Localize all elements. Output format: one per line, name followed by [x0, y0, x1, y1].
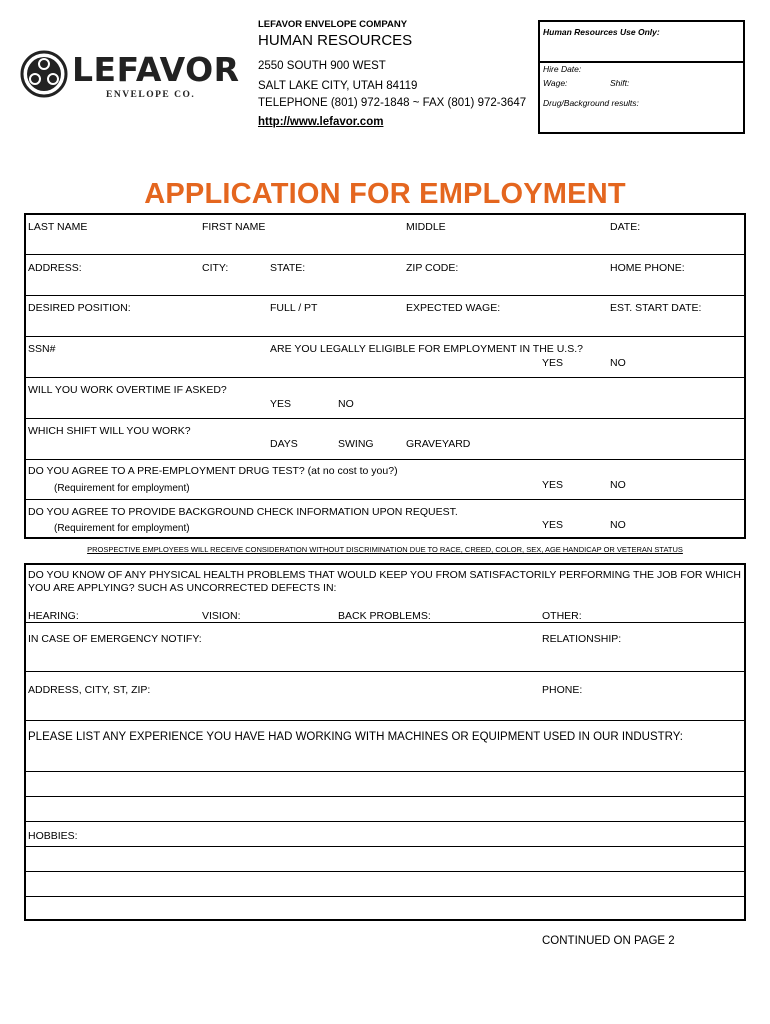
other-field[interactable]: OTHER: — [542, 610, 582, 622]
row-divider — [25, 671, 745, 672]
overtime-no[interactable]: NO — [338, 398, 354, 410]
logo-subtext: ENVELOPE CO. — [106, 90, 196, 100]
background-yes[interactable]: YES — [542, 519, 564, 531]
row-divider — [25, 871, 745, 872]
background-requirement: (Requirement for employment) — [54, 523, 190, 534]
date-field[interactable]: DATE: — [610, 221, 641, 233]
row-divider — [25, 254, 745, 255]
drug-test-yes[interactable]: YES — [542, 479, 564, 491]
hr-hire-date: Hire Date: — [543, 64, 582, 74]
logo-emblem-icon — [20, 50, 68, 98]
expected-wage-field[interactable]: EXPECTED WAGE: — [406, 302, 501, 314]
company-name-small: LEFAVOR ENVELOPE COMPANY — [258, 19, 408, 30]
health-question-line-1: DO YOU KNOW OF ANY PHYSICAL HEALTH PROBLEMS THAT WOULD KEEP YOU FROM SATISFACTORILY PERFORMING THE JOB FOR WHICH — [28, 569, 741, 581]
row-divider — [25, 896, 745, 897]
shift-question: WHICH SHIFT WILL YOU WORK? — [28, 425, 191, 437]
drug-test-requirement: (Requirement for employment) — [54, 483, 190, 494]
vision-field[interactable]: VISION: — [202, 610, 241, 622]
experience-prompt: PLEASE LIST ANY EXPERIENCE YOU HAVE HAD WORKING WITH MACHINES OR EQUIPMENT USED IN OUR INDUSTRY: — [28, 731, 683, 743]
overtime-yes[interactable]: YES — [270, 398, 292, 410]
shift-swing[interactable]: SWING — [338, 438, 374, 450]
start-date-field[interactable]: EST. START DATE: — [610, 302, 702, 314]
row-divider — [25, 499, 745, 500]
hobbies-field[interactable]: HOBBIES: — [28, 830, 78, 842]
address-field[interactable]: ADDRESS: — [28, 262, 82, 274]
zip-field[interactable]: ZIP CODE: — [406, 262, 459, 274]
department-heading: HUMAN RESOURCES — [258, 32, 413, 49]
emergency-contact-field[interactable]: IN CASE OF EMERGENCY NOTIFY: — [28, 633, 202, 645]
background-no[interactable]: NO — [610, 519, 626, 531]
row-divider — [25, 846, 745, 847]
relationship-field[interactable]: RELATIONSHIP: — [542, 633, 622, 645]
form-title: APPLICATION FOR EMPLOYMENT — [144, 178, 626, 210]
hr-box-title: Human Resources Use Only: — [543, 27, 660, 37]
row-divider — [25, 821, 745, 822]
background-question: DO YOU AGREE TO PROVIDE BACKGROUND CHECK INFORMATION UPON REQUEST. — [28, 506, 458, 518]
shift-days[interactable]: DAYS — [270, 438, 298, 450]
home-phone-field[interactable]: HOME PHONE: — [610, 262, 685, 274]
drug-test-no[interactable]: NO — [610, 479, 626, 491]
city-field[interactable]: CITY: — [202, 262, 229, 274]
first-name-field[interactable]: FIRST NAME — [202, 221, 266, 233]
website-link[interactable]: http://www.lefavor.com — [258, 116, 384, 128]
logo-wordmark: LEFAVOR — [72, 50, 240, 89]
row-divider — [25, 336, 745, 337]
non-discrimination-notice: PROSPECTIVE EMPLOYEES WILL RECEIVE CONSIDERATION WITHOUT DISCRIMINATION DUE TO RACE, CREED, COLOR, SEX, AGE HANDICAP OR VETERAN STATUS — [87, 545, 683, 554]
row-divider — [25, 295, 745, 296]
company-logo — [18, 50, 240, 102]
back-problems-field[interactable]: BACK PROBLEMS: — [338, 610, 431, 622]
row-divider — [25, 459, 745, 460]
row-divider — [25, 796, 745, 797]
row-divider — [25, 720, 745, 721]
address-line-1: 2550 SOUTH 900 WEST — [258, 60, 386, 72]
middle-name-field[interactable]: MIDDLE — [406, 221, 446, 233]
hr-use-only-box — [538, 20, 745, 134]
eligibility-question: ARE YOU LEGALLY ELIGIBLE FOR EMPLOYMENT IN THE U.S.? — [270, 343, 583, 355]
row-divider — [25, 418, 745, 419]
row-divider — [25, 377, 745, 378]
hr-box-divider — [540, 61, 743, 63]
hr-drug-background: Drug/Background results: — [543, 98, 639, 108]
emergency-phone-field[interactable]: PHONE: — [542, 684, 583, 696]
last-name-field[interactable]: LAST NAME — [28, 221, 88, 233]
phone-fax-line: TELEPHONE (801) 972-1848 ~ FAX (801) 972-3647 — [258, 97, 527, 109]
full-pt-field[interactable]: FULL / PT — [270, 302, 318, 314]
eligibility-yes[interactable]: YES — [542, 357, 564, 369]
state-field[interactable]: STATE: — [270, 262, 306, 274]
emergency-address-field[interactable]: ADDRESS, CITY, ST, ZIP: — [28, 684, 151, 696]
desired-position-field[interactable]: DESIRED POSITION: — [28, 302, 131, 314]
health-question-line-2: YOU ARE APPLYING? SUCH AS UNCORRECTED DEFECTS IN: — [28, 582, 337, 594]
shift-graveyard[interactable]: GRAVEYARD — [406, 438, 471, 450]
row-divider — [25, 622, 745, 623]
hearing-field[interactable]: HEARING: — [28, 610, 79, 622]
ssn-field[interactable]: SSN# — [28, 343, 56, 355]
hr-wage: Wage: — [543, 78, 568, 88]
address-line-2: SALT LAKE CITY, UTAH 84119 — [258, 80, 418, 92]
continued-footer: CONTINUED ON PAGE 2 — [542, 935, 675, 947]
row-divider — [25, 771, 745, 772]
hr-shift: Shift: — [610, 78, 630, 88]
drug-test-question: DO YOU AGREE TO A PRE-EMPLOYMENT DRUG TEST? (at no cost to you?) — [28, 465, 398, 477]
eligibility-no[interactable]: NO — [610, 357, 626, 369]
overtime-question: WILL YOU WORK OVERTIME IF ASKED? — [28, 384, 227, 396]
